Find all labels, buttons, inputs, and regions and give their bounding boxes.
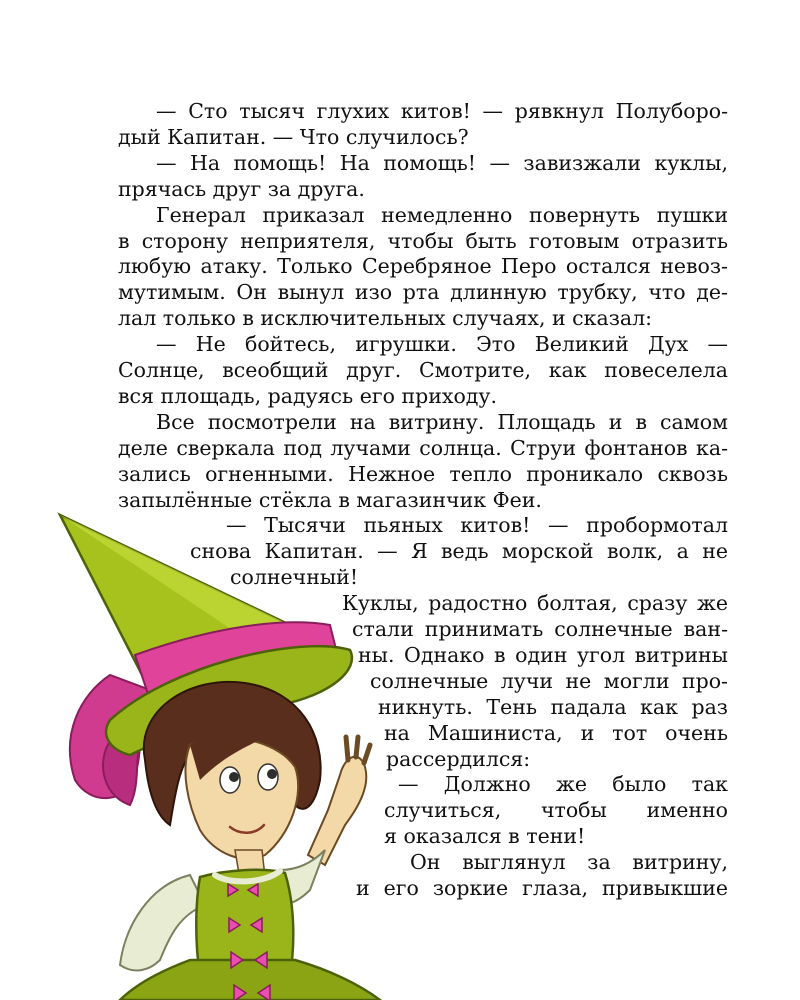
text-line: деле сверкала под лучами солнца. Струи фонтанов ка- <box>118 435 728 460</box>
text-line: дый Капитан. — Что случилось? <box>118 124 469 149</box>
text-line: рассердился: <box>386 746 531 771</box>
girl-in-witch-hat-illustration <box>40 505 400 1000</box>
text-line: запылённые стёкла в магазинчик Феи. <box>118 487 542 512</box>
text-line: ны. Однако в один угол витрины <box>358 642 728 667</box>
text-line: — На помощь! На помощь! — завизжали куклы, <box>156 150 728 175</box>
text-line: Солнце, всеобщий друг. Смотрите, как повеселела <box>118 358 728 382</box>
text-line: случиться, чтобы именно <box>384 798 728 823</box>
text-line: — Не бойтесь, игрушки. Это Великий Дух — <box>156 332 728 357</box>
text-line: солнечный! <box>230 565 359 590</box>
text-line: — Сто тысяч глухих китов! — рявкнул Полуборо- <box>156 99 728 123</box>
text-line: прячась друг за друга. <box>118 176 365 201</box>
text-line: солнечные лучи не могли про- <box>370 668 728 693</box>
text-line: я оказался в тени! <box>384 824 586 849</box>
text-line: — Тысячи пьяных китов! — пробормотал <box>226 513 728 538</box>
text-line: Он выглянул за витрину, <box>410 850 728 875</box>
dress-skirt-icon <box>120 960 380 1000</box>
text-line: Все посмотрели на витрину. Площадь и в самом <box>156 409 728 434</box>
text-line: стали принимать солнечные ван- <box>352 617 728 641</box>
text-line: и его зоркие глаза, привыкшие <box>356 876 728 900</box>
text-line: вся площадь, радуясь его приходу. <box>118 383 497 408</box>
text-line: — Должно же было так <box>398 772 728 797</box>
text-line: лал только в исключительных случаях, и сказал: <box>118 306 653 331</box>
text-line: снова Капитан. — Я ведь морской волк, а не <box>190 539 728 564</box>
text-line: Куклы, радостно болтая, сразу же <box>342 591 728 616</box>
text-line: на Машиниста, и тот очень <box>384 720 728 745</box>
left-sleeve-icon <box>120 875 205 970</box>
text-line: мутимым. Он вынул изо рта длинную трубку, что де- <box>118 280 728 305</box>
text-line: Генерал приказал немедленно повернуть пушки <box>156 202 728 227</box>
text-line: зались огненными. Нежное тепло проникало сквозь <box>118 461 728 486</box>
text-line: никнуть. Тень падала как раз <box>378 694 728 719</box>
text-line: любую атаку. Только Серебряное Перо остался невоз- <box>118 254 728 279</box>
text-line: в сторону неприятеля, чтобы быть готовым отразить <box>118 228 728 253</box>
